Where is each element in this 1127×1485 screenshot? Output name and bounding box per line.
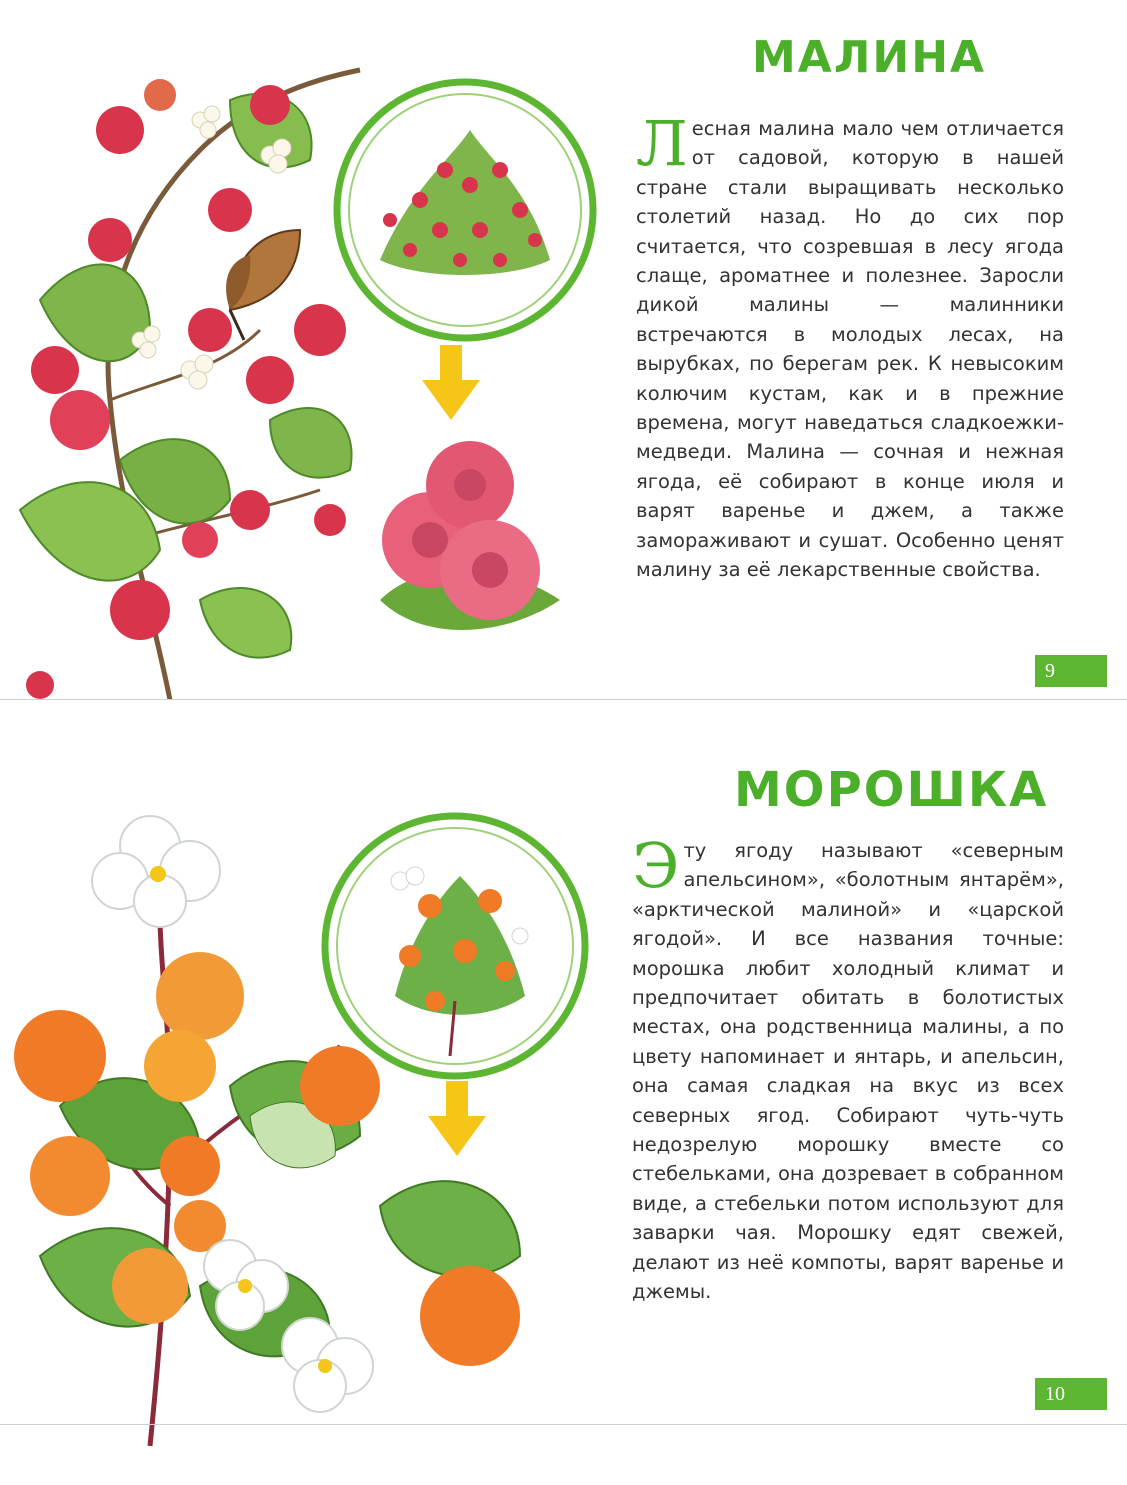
article-text: ту ягоду называют «северным апельсином», «болотным янтарём», «арктической малиной» и «царской ягодой». И все названия точные: морошка любит холодный климат и предпочитает обитать в болотистых местах, она родственница малины, а по цвету напоминает и янтарь, и апельсин, она самая сладкая на вкус из всех северных ягод. Собирают чуть-чуть недозрелую морошку вместе со стебельками, она дозревает в собранном виде, а стебельки потом используют для заварки чая. Морошку едят свежей, делают из неё компоты, варят варенье и джемы.	[632, 839, 1064, 1304]
page-cloudberry	[0, 706, 1127, 1485]
page-divider	[0, 699, 1127, 700]
page-number: 10	[1045, 1382, 1065, 1405]
article-body	[636, 107, 1064, 585]
drop-cap: Э	[632, 829, 680, 902]
page-divider	[0, 1424, 1127, 1425]
butterfly-icon	[226, 230, 300, 340]
page-number: 9	[1045, 659, 1055, 682]
page-title: МАЛИНА	[752, 32, 987, 83]
drop-cap: Л	[636, 107, 688, 180]
page-title: МОРОШКА	[734, 762, 1049, 818]
page-number-badge	[1035, 655, 1107, 687]
down-arrow-icon	[428, 1081, 486, 1156]
article-text: есная малина мало чем отличается от садовой, которую в нашей стране стали выращивать несколько столетий назад. Но до сих пор считается, что созревшая в лесу ягода слаще, ароматнее и полезнее. Заросли дикой малины — малинники встречаются в молодых лесах, на вырубках, по берегам рек. К невысоким колючим кустам, как и в прежние времена, могут наведаться сладкоежки-медведи. Малина — сочная и нежная ягода, её собирают в конце июля и варят варенье и джем, а также замораживают и сушат. Особенно ценят малину за её лекарственные свойства.	[636, 117, 1064, 582]
raspberry-branch	[20, 70, 360, 700]
article-body	[632, 829, 1064, 1307]
page-number-badge	[1035, 1378, 1107, 1410]
page-raspberry	[0, 0, 1127, 700]
raspberry-closeup	[380, 441, 560, 630]
down-arrow-icon	[422, 345, 480, 420]
raspberry-bush-inset	[337, 82, 593, 338]
cloudberry-plant-inset	[325, 816, 585, 1076]
cloudberry-illustration	[0, 786, 640, 1466]
raspberry-illustration	[0, 40, 620, 700]
